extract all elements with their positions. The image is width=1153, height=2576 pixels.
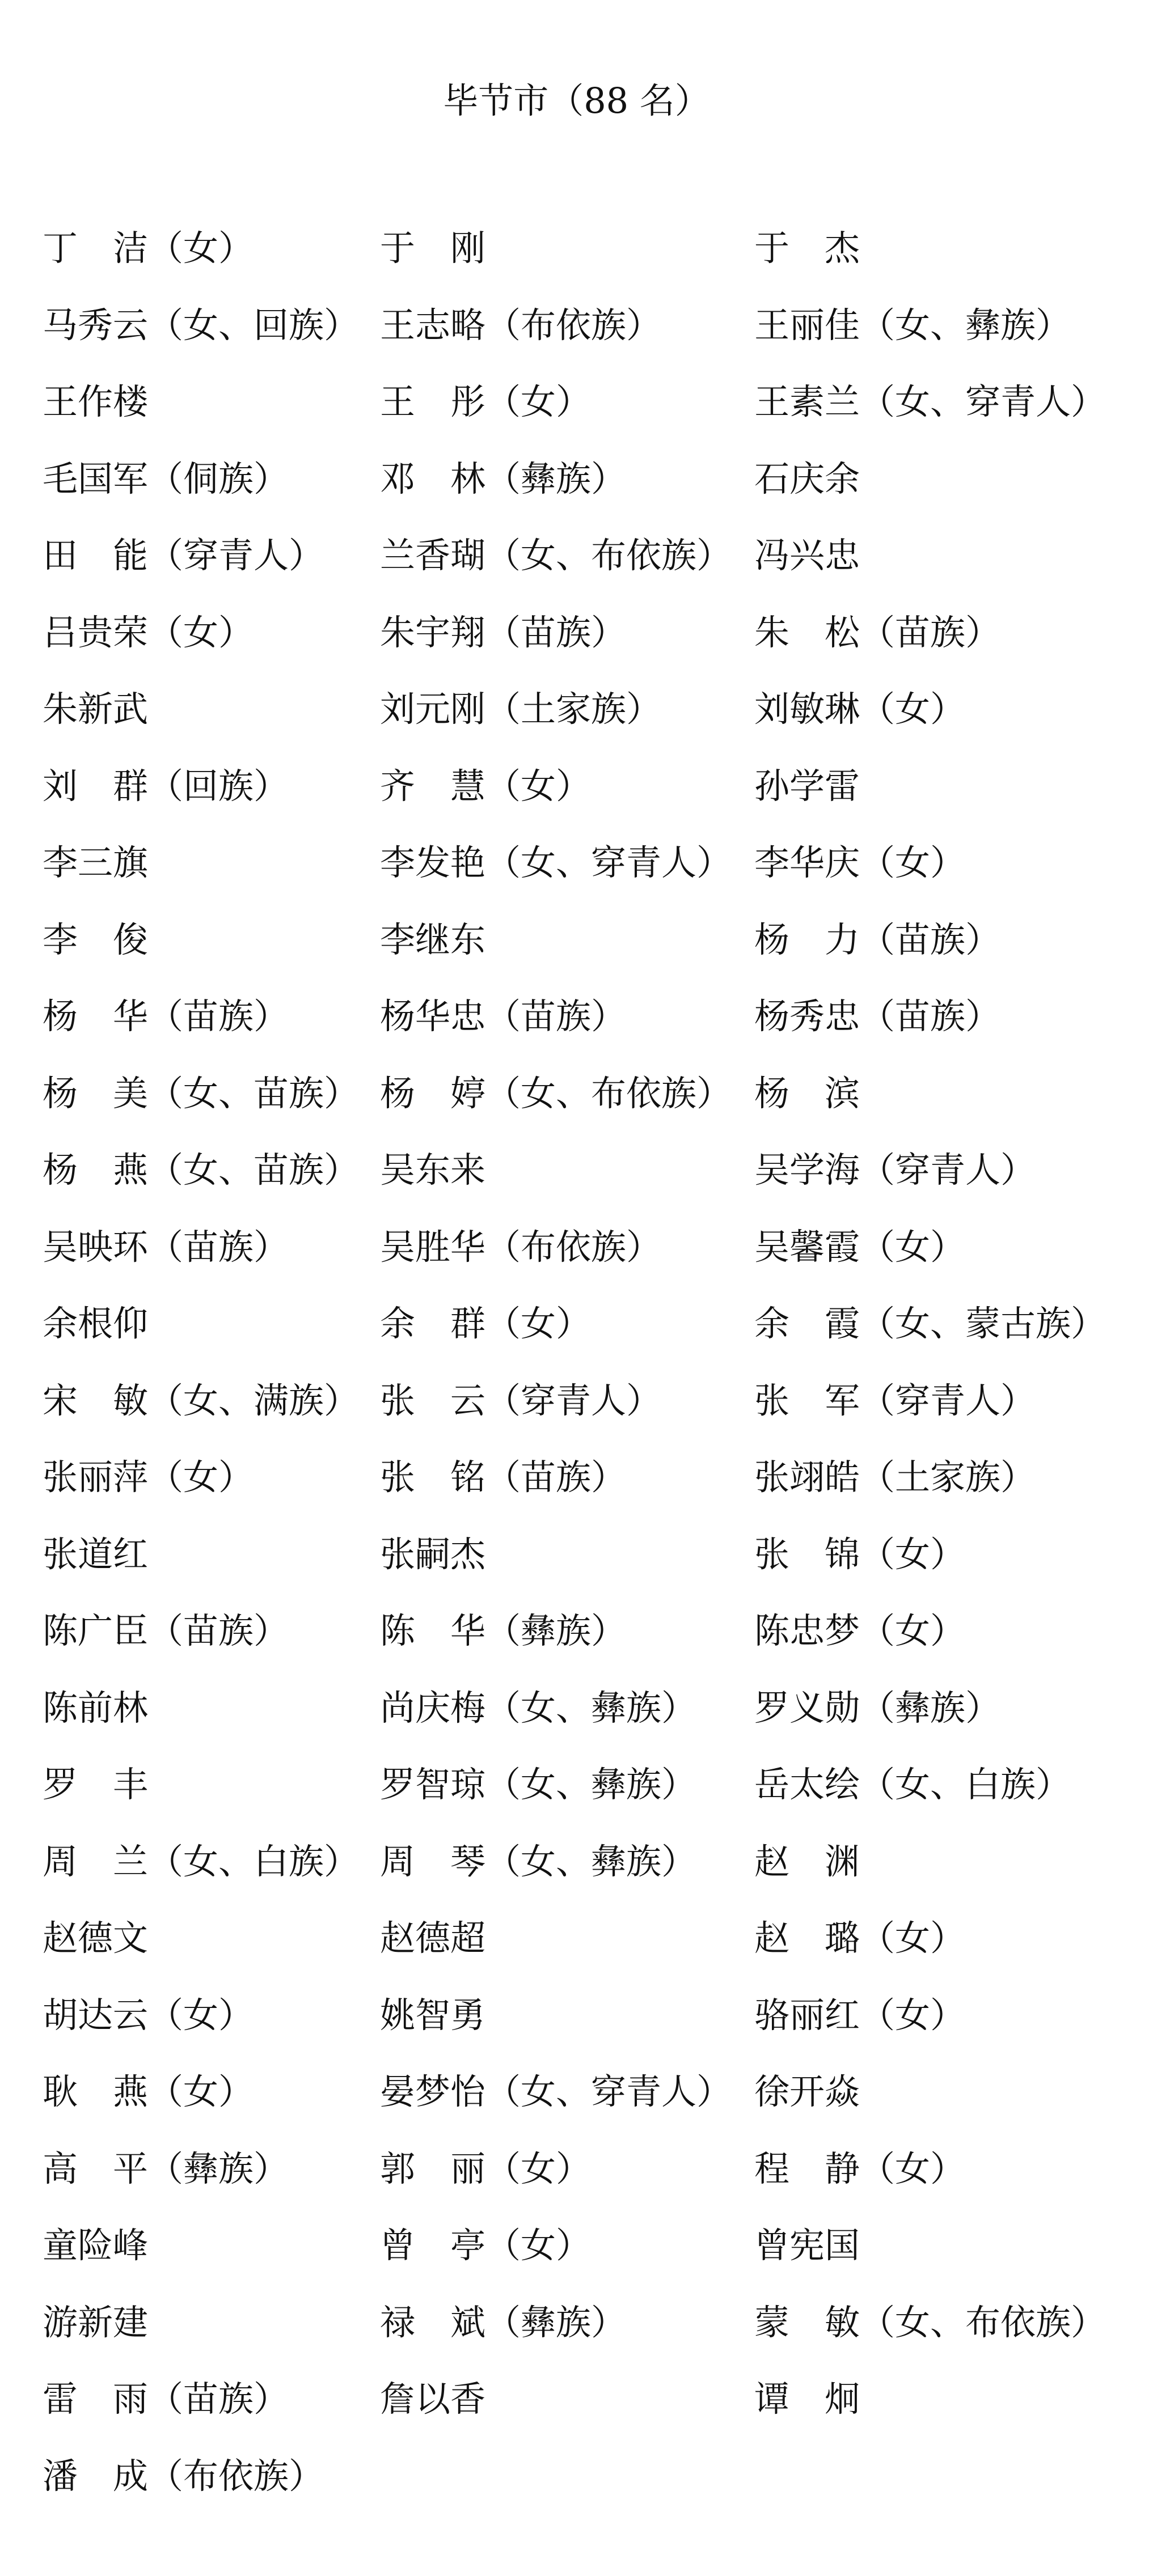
name-entry: 张 云（穿青人）	[380, 1379, 662, 1421]
name-entry: 张翊皓（土家族）	[754, 1456, 1036, 1498]
name-row	[0, 297, 1153, 374]
name-entry: 曾 亭（女）	[380, 2225, 592, 2266]
name-entry: 赵德超	[380, 1917, 486, 1959]
name-entry: 丁 洁（女）	[43, 227, 254, 269]
name-entry: 胡达云（女）	[43, 1994, 254, 2036]
name-entry: 李继东	[380, 918, 486, 960]
name-entry: 石庆余	[754, 457, 860, 499]
name-entry: 杨 力（苗族）	[754, 918, 1001, 960]
name-list	[0, 220, 1153, 2524]
name-entry: 李发艳（女、穿青人）	[380, 842, 732, 883]
name-entry: 杨 婷（女、布依族）	[380, 1072, 732, 1114]
name-entry: 高 平（彝族）	[43, 2147, 289, 2189]
name-entry: 李 俊	[43, 918, 149, 960]
name-entry: 吴东来	[380, 1149, 486, 1190]
name-entry: 罗义勋（彝族）	[754, 1687, 1001, 1728]
page-title: 毕节市（88 名）	[443, 80, 710, 121]
name-entry: 张 锦（女）	[754, 1533, 966, 1575]
name-entry: 杨秀忠（苗族）	[754, 995, 1001, 1037]
name-row	[0, 1372, 1153, 1450]
name-row	[0, 1526, 1153, 1603]
name-entry: 曾宪国	[754, 2225, 860, 2266]
name-row	[0, 1065, 1153, 1142]
name-entry: 宋 敏（女、满族）	[43, 1379, 360, 1421]
name-row	[0, 1910, 1153, 1987]
name-entry: 杨 美（女、苗族）	[43, 1072, 360, 1114]
name-entry: 耿 燕（女）	[43, 2071, 254, 2112]
name-entry: 马秀云（女、回族）	[43, 304, 360, 346]
name-entry: 雷 雨（苗族）	[43, 2378, 289, 2420]
name-entry: 刘敏琳（女）	[754, 688, 966, 730]
name-row	[0, 2217, 1153, 2294]
name-entry: 王丽佳（女、彝族）	[754, 304, 1071, 346]
name-entry: 晏梦怡（女、穿青人）	[380, 2071, 732, 2112]
name-row	[0, 2064, 1153, 2141]
name-entry: 吴映环（苗族）	[43, 1226, 289, 1268]
name-entry: 田 能（穿青人）	[43, 535, 324, 576]
name-row	[0, 1987, 1153, 2064]
name-entry: 杨 华（苗族）	[43, 995, 289, 1037]
name-entry: 王 彤（女）	[380, 381, 592, 422]
name-entry: 陈忠梦（女）	[754, 1610, 966, 1651]
name-row	[0, 1449, 1153, 1526]
name-entry: 陈 华（彝族）	[380, 1610, 627, 1651]
name-entry: 谭 炯	[754, 2378, 860, 2420]
name-entry: 王作楼	[43, 381, 149, 422]
name-entry: 郭 丽（女）	[380, 2147, 592, 2189]
name-entry: 于 杰	[754, 227, 860, 269]
name-entry: 岳太绘（女、白族）	[754, 1764, 1071, 1805]
name-row	[0, 220, 1153, 297]
name-entry: 蒙 敏（女、布依族）	[754, 2301, 1106, 2343]
name-entry: 张丽萍（女）	[43, 1456, 254, 1498]
name-entry: 尚庆梅（女、彝族）	[380, 1687, 697, 1728]
name-row	[0, 1603, 1153, 1680]
name-row	[0, 758, 1153, 835]
name-entry: 陈前林	[43, 1687, 149, 1728]
name-entry: 骆丽红（女）	[754, 1994, 966, 2036]
name-entry: 朱宇翔（苗族）	[380, 611, 627, 653]
name-entry: 詹以香	[380, 2378, 486, 2420]
name-entry: 程 静（女）	[754, 2147, 966, 2189]
name-entry: 徐开焱	[754, 2071, 860, 2112]
name-entry: 罗 丰	[43, 1764, 149, 1805]
name-row	[0, 988, 1153, 1065]
name-entry: 张 铭（苗族）	[380, 1456, 627, 1498]
name-row	[0, 1142, 1153, 1219]
name-entry: 杨华忠（苗族）	[380, 995, 627, 1037]
name-entry: 邓 林（彝族）	[380, 457, 627, 499]
name-entry: 吴馨霞（女）	[754, 1226, 966, 1268]
name-entry: 赵德文	[43, 1917, 149, 1959]
name-row	[0, 451, 1153, 528]
name-entry: 杨 滨	[754, 1072, 860, 1114]
name-entry: 毛国军（侗族）	[43, 457, 289, 499]
name-entry: 吕贵荣（女）	[43, 611, 254, 653]
name-row	[0, 2448, 1153, 2525]
name-entry: 游新建	[43, 2301, 149, 2343]
name-entry: 罗智琼（女、彝族）	[380, 1764, 697, 1805]
name-entry: 赵 璐（女）	[754, 1917, 966, 1959]
name-entry: 周 琴（女、彝族）	[380, 1840, 697, 1882]
name-entry: 于 刚	[380, 227, 486, 269]
name-row	[0, 2294, 1153, 2371]
name-entry: 余 群（女）	[380, 1303, 592, 1344]
name-row	[0, 912, 1153, 989]
name-entry: 吴学海（穿青人）	[754, 1149, 1036, 1190]
name-row	[0, 374, 1153, 451]
name-row	[0, 1680, 1153, 1757]
name-entry: 李三旗	[43, 842, 149, 883]
name-entry: 禄 斌（彝族）	[380, 2301, 627, 2343]
name-row	[0, 1219, 1153, 1296]
name-row	[0, 834, 1153, 912]
name-entry: 李华庆（女）	[754, 842, 966, 883]
name-entry: 张 军（穿青人）	[754, 1379, 1036, 1421]
name-entry: 潘 成（布依族）	[43, 2455, 324, 2497]
name-entry: 赵 渊	[754, 1840, 860, 1882]
name-row	[0, 681, 1153, 758]
name-entry: 王志略（布依族）	[380, 304, 662, 346]
name-entry: 余 霞（女、蒙古族）	[754, 1303, 1106, 1344]
name-row	[0, 604, 1153, 681]
name-entry: 吴胜华（布依族）	[380, 1226, 662, 1268]
name-row	[0, 2141, 1153, 2218]
name-row	[0, 527, 1153, 604]
name-entry: 余根仰	[43, 1303, 149, 1344]
name-row	[0, 1295, 1153, 1372]
name-entry: 朱 松（苗族）	[754, 611, 1001, 653]
name-entry: 童险峰	[43, 2225, 149, 2266]
name-row	[0, 2371, 1153, 2448]
name-entry: 兰香瑚（女、布依族）	[380, 535, 732, 576]
name-entry: 周 兰（女、白族）	[43, 1840, 360, 1882]
name-entry: 齐 慧（女）	[380, 765, 592, 807]
name-entry: 孙学雷	[754, 765, 860, 807]
name-entry: 陈广臣（苗族）	[43, 1610, 289, 1651]
name-row	[0, 1756, 1153, 1833]
name-entry: 冯兴忠	[754, 535, 860, 576]
name-entry: 朱新武	[43, 688, 149, 730]
name-row	[0, 1833, 1153, 1910]
name-entry: 张嗣杰	[380, 1533, 486, 1575]
name-entry: 刘元刚（土家族）	[380, 688, 662, 730]
name-entry: 杨 燕（女、苗族）	[43, 1149, 360, 1190]
name-entry: 王素兰（女、穿青人）	[754, 381, 1106, 422]
name-entry: 姚智勇	[380, 1994, 486, 2036]
name-entry: 张道红	[43, 1533, 149, 1575]
name-entry: 刘 群（回族）	[43, 765, 289, 807]
